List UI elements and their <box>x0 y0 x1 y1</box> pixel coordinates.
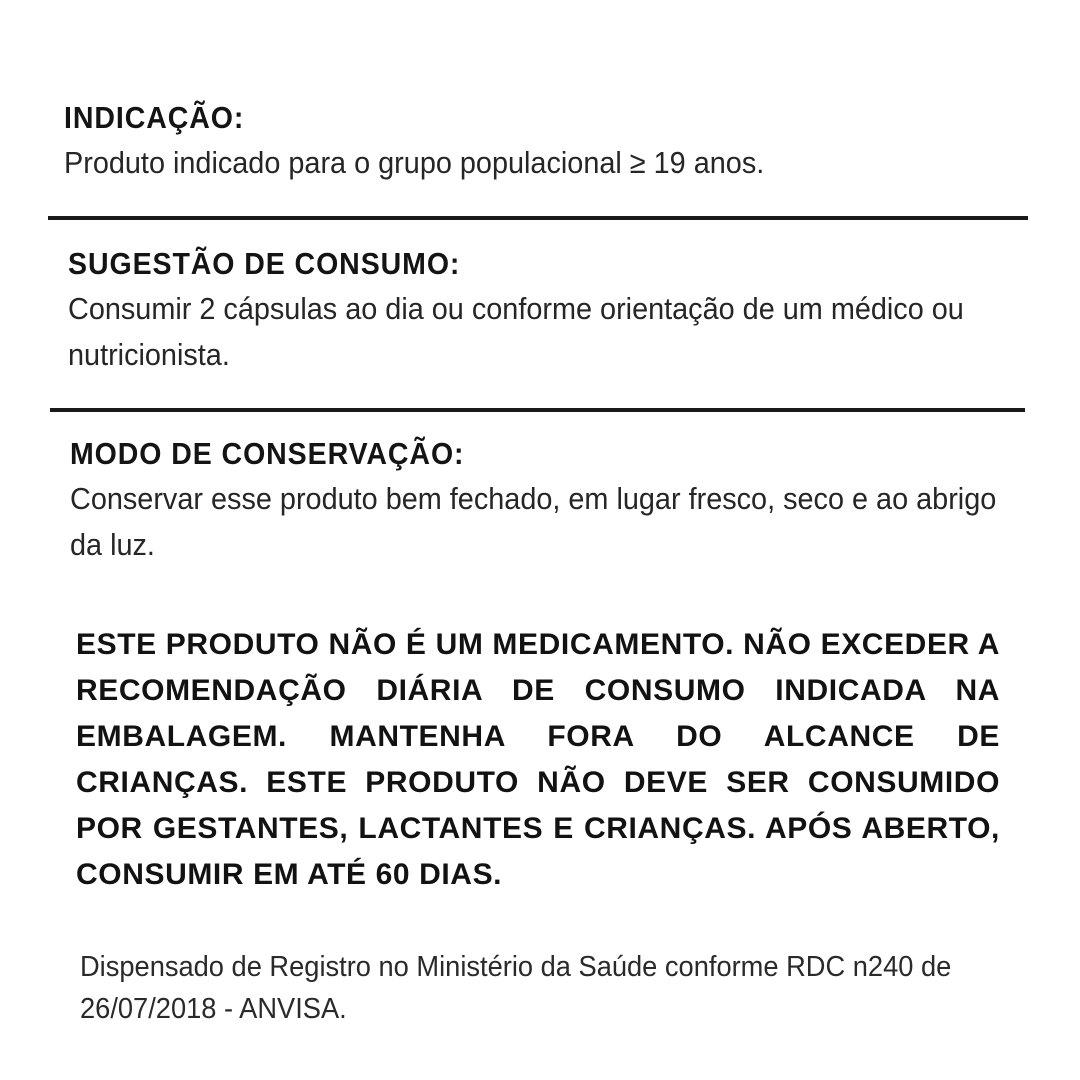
divider-2 <box>50 408 1025 412</box>
consumption-text: Consumir 2 cápsulas ao dia ou conforme orientação de um médico ou nutricionista. <box>68 291 964 372</box>
consumption-section <box>68 246 1028 378</box>
divider-1 <box>48 216 1028 220</box>
storage-heading: MODO DE CONSERVAÇÃO: <box>70 436 465 471</box>
storage-text: Conservar esse produto bem fechado, em lugar fresco, seco e ao abrigo da luz. <box>70 481 997 562</box>
indication-text: Produto indicado para o grupo populacional ≥ 19 anos. <box>64 145 765 180</box>
indication-heading: INDICAÇÃO: <box>64 100 245 135</box>
consumption-heading: SUGESTÃO DE CONSUMO: <box>68 246 461 281</box>
registration-note: Dispensado de Registro no Ministério da Saúde conforme RDC n240 de 26/07/2018 - ANVISA. <box>80 951 952 1025</box>
warning-text: ESTE PRODUTO NÃO É UM MEDICAMENTO. NÃO EXCEDER A RECOMENDAÇÃO DIÁRIA DE CONSUMO INDICADA NA EMBALAGEM. MANTENHA FORA DO ALCANCE DE CRIANÇAS. ESTE PRODUTO NÃO DEVE SER CONSUMIDO POR GESTANTES, LACTANTES E CRIANÇAS. APÓS ABERTO, CONSUMIR EM ATÉ 60 DIAS. <box>76 628 1000 891</box>
storage-section <box>70 436 1030 568</box>
indication-section <box>64 100 1024 186</box>
